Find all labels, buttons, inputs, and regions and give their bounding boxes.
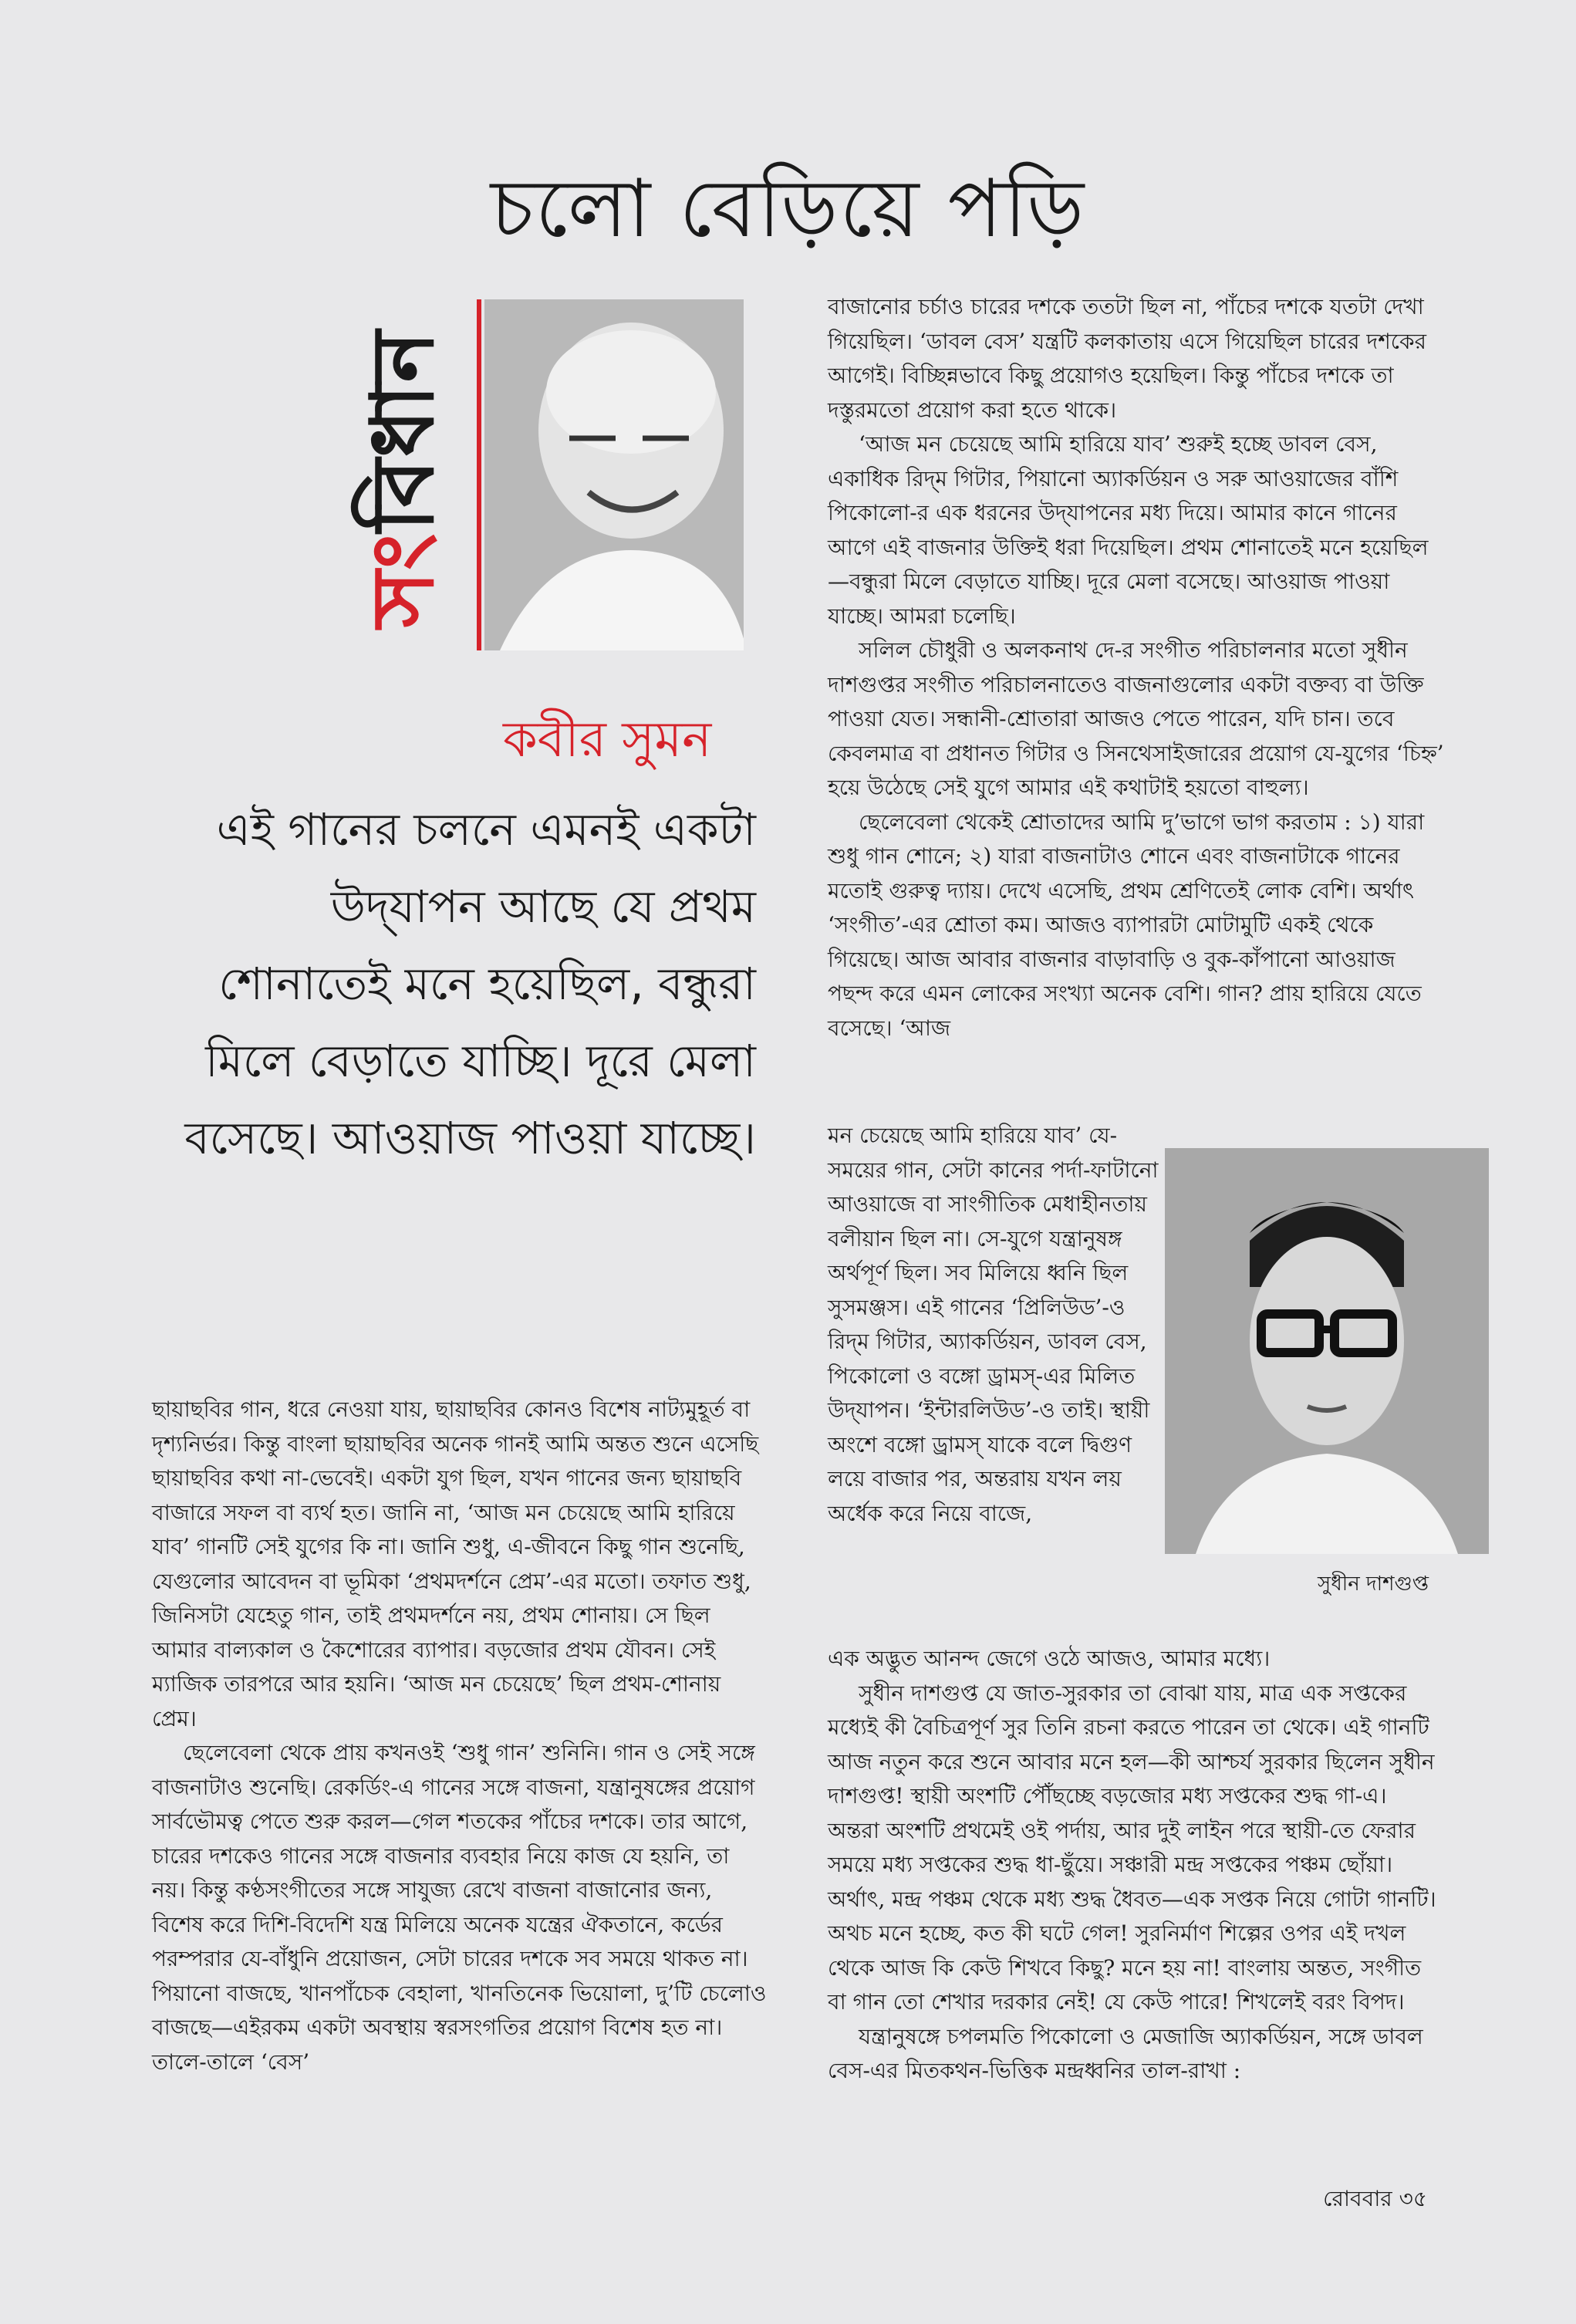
- body-paragraph: এক অদ্ভুত আনন্দ জেগে ওঠে আজও, আমার মধ্যে।: [828, 1646, 1271, 1671]
- body-paragraph: সুধীন দাশগুপ্ত যে জাত-সুরকার তা বোঝা যায়, মাত্র এক সপ্তকের মধ্যেই কী বৈচিত্রপূর্ণ সুর তিনি রচনা করতে পারেন তা থেকে। এই গানটি আজ নতুন করে শুনে আবার মনে হল—কী আশ্চর্য সুরকার ছিলেন সুধীন দাশগুপ্ত! স্থায়ী অংশটি পৌঁছচ্ছে বড়জোর মধ্য সপ্তকের শুদ্ধ গা-এ। অন্তরা অংশটি প্রথমেই ওই পর্দায়, আর দুই লাইন পরে স্থায়ী-তে ফেরার সময়ে মধ্য সপ্তকের শুদ্ধ ধা-ছুঁয়ে। সঞ্চারী মন্দ্র সপ্তকের পঞ্চম ছোঁয়া। অর্থাৎ, মন্দ্র পঞ্চম থেকে মধ্য শুদ্ধ ধৈবত—এক সপ্তক নিয়ে গোটা গানটি। অথচ মনে হচ্ছে, কত কী ঘটে গেল! সুরনির্মাণ শিল্পের ওপর এই দখল থেকে আজ কি কেউ শিখবে কিছু? মনে হয় না! বাংলায় অন্তত, সংগীত বা গান তো শেখার দরকার নেই! যে কেউ পারে! শিখলেই বরং বিপদ।: [828, 1680, 1436, 2015]
- section-label-accent: সং: [353, 532, 454, 628]
- author-photo: [484, 299, 744, 650]
- accent-rule: [477, 299, 481, 650]
- body-paragraph: ছেলেবেলা থেকেই শ্রোতাদের আমি দু’ভাগে ভাগ করতাম : ১) যারা শুধু গান শোনে; ২) যারা বাজনাটাও শোনে এবং বাজনাটাকে গানের মতোই গুরুত্ব দ্যায়। দেখে এসেছি, প্রথম শ্রেণিতেই লোক বেশি। অর্থাৎ ‘সংগীত’-এর শ্রোতা কম। আজও ব্যাপারটা মোটামুটি একই থেকে গিয়েছে। আজ আবার বাজনার বাড়াবাড়ি ও বুক-কাঁপানো আওয়াজ পছন্দ করে এমন লোকের সংখ্যা অনেক বেশি। গান? প্রায় হারিয়ে যেতে বসেছে। ‘আজ: [828, 809, 1425, 1041]
- body-paragraph: সলিল চৌধুরী ও অলকনাথ দে-র সংগীত পরিচালনার মতো সুধীন দাশগুপ্তর সংগীত পরিচালনাতেও বাজনাগুলোর একটা বক্তব্য বা উক্তি পাওয়া যেত। সন্ধানী-শ্রোতারা আজও পেতে পারেন, যদি চান। তবে কেবলমাত্র বা প্রধানত গিটার ও সিনথেসাইজারের প্রয়োগ যে-যুগের ‘চিহ্ন’ হয়ে উঠেছে সেই যুগে আমার এই কথাটাই হয়তো বাহুল্য।: [828, 637, 1444, 800]
- body-column-right-wrap: [828, 1119, 1167, 1531]
- author-portrait-icon: [484, 299, 744, 650]
- body-paragraph: মন চেয়েছে আমি হারিয়ে যাব’ যে-সময়ের গান, সেটা কানের পর্দা-ফাটানো আওয়াজে বা সাংগীতিক মেধাহীনতায় বলীয়ান ছিল না। সে-যুগে যন্ত্রানুষঙ্গ অর্থপূর্ণ ছিল। সব মিলিয়ে ধ্বনি ছিল সুসমঞ্জস। এই গানের ‘প্রিলিউড’-ও রিদ্‌ম গিটার, অ্যাকর্ডিয়ন, ডাবল বেস, পিকোলো ও বঙ্গো ড্রামস্‌-এর মিলিত উদ্‌যাপন। ‘ইন্টারলিউড’-ও তাই। স্থায়ী অংশে বঙ্গো ড্রামস্‌ যাকে বলে দ্বিগুণ লয়ে বাজার পর, অন্তরায় যখন লয় অর্ধেক করে নিয়ে বাজে,: [828, 1123, 1159, 1526]
- body-paragraph: ‘আজ মন চেয়েছে আমি হারিয়ে যাব’ শুরুই হচ্ছে ডাবল বেস, একাধিক রিদ্‌ম গিটার, পিয়ানো অ্যাকর্ডিয়ন ও সরু আওয়াজের বাঁশি পিকোলো-র এক ধরনের উদ্‌যাপনের মধ্য দিয়ে। আমার কানে গানের আগে এই বাজনার উক্তিই ধরা দিয়েছিল। প্রথম শোনাতেই মনে হয়েছিল—বন্ধুরা মিলে বেড়াতে যাচ্ছি। দূরে মেলা বসেছে। আওয়াজ পাওয়া যাচ্ছে। আমরা চলেছি।: [828, 431, 1429, 629]
- body-paragraph: ছায়াছবির গান, ধরে নেওয়া যায়, ছায়াছবির কোনও বিশেষ নাট্যমুহূর্ত বা দৃশ্যনির্ভর। কিন্তু বাংলা ছায়াছবির অনেক গানই আমি অন্তত শুনে এসেছি ছায়াছবির কথা না-ভেবেই। একটা যুগ ছিল, যখন গানের জন্য ছায়াছবি বাজারে সফল বা ব্যর্থ হত। জানি না, ‘আজ মন চেয়েছে আমি হারিয়ে যাব’ গানটি সেই যুগের কি না। জানি শুধু, এ-জীবনে কিছু গান শুনেছি, যেগুলোর আবেদন বা ভূমিকা ‘প্রথমদর্শনে প্রেম’-এর মতো। তফাত শুধু, জিনিসটা যেহেতু গান, তাই প্রথমদর্শনে নয়, প্রথম শোনায়। সে ছিল আমার বাল্যকাল ও কৈশোরের ব্যাপার। বড়জোর প্রথম যৌবন। সেই ম্যাজিক তারপরে আর হয়নি। ‘আজ মন চেয়েছে’ ছিল প্রথম-শোনায় প্রেম।: [152, 1397, 759, 1731]
- body-column-left: [152, 1393, 769, 2079]
- pull-quote: এই গানের চলনে এমনই একটা উদ্‌যাপন আছে যে প্রথম শোনাতেই মনে হয়েছিল, বন্ধুরা মিলে বেড়াতে যাচ্ছি। দূরে মেলা বসেছে। আওয়াজ পাওয়া যাচ্ছে।: [184, 803, 756, 1164]
- subject-portrait-icon: [1165, 1148, 1489, 1554]
- body-paragraph: ছেলেবেলা থেকে প্রায় কখনওই ‘শুধু গান’ শুনিনি। গান ও সেই সঙ্গে বাজনাটাও শুনেছি। রেকর্ডিং-এ গানের সঙ্গে বাজনা, যন্ত্রানুষঙ্গের প্রয়োগ সার্বভৌমত্ব পেতে শুরু করল—গেল শতকের পাঁচের দশকে। তার আগে, চারের দশকেও গানের সঙ্গে বাজনার ব্যবহার নিয়ে কাজ যে হয়নি, তা নয়। কিন্তু কণ্ঠসংগীতের সঙ্গে সাযুজ্য রেখে বাজনা বাজানোর জন্য, বিশেষ করে দিশি-বিদেশি যন্ত্র মিলিয়ে অনেক যন্ত্রের ঐকতানে, কর্ডের পরম্পরার যে-বাঁধুনি প্রয়োজন, সেটা চারের দশকে সব সময়ে থাকত না। পিয়ানো বাজছে, খানপাঁচেক বেহালা, খানতিনেক ভিয়োলা, দু’টি চেলোও বাজছে—এইরকম একটা অবস্থায় স্বরসংগতির প্রয়োগ বিশেষ হত না। তালে-তালে ‘বেস’: [152, 1740, 767, 2075]
- page-title: চলো বেড়িয়ে পড়ি: [490, 161, 1086, 255]
- body-paragraph: বাজানোর চর্চাও চারের দশকে ততটা ছিল না, পাঁচের দশকে যতটা দেখা গিয়েছিল। ‘ডাবল বেস’ যন্ত্রটি কলকাতায় এসে গিয়েছিল চারের দশকের আগেই। বিচ্ছিন্নভাবে কিছু প্রয়োগও হয়েছিল। কিন্তু পাঁচের দশকে তা দস্তুরমতো প্রয়োগ করা হতে থাকে।: [828, 294, 1427, 423]
- author-byline: কবীর সুমন: [503, 711, 712, 768]
- section-label: [351, 309, 467, 648]
- body-column-right-top: [828, 290, 1445, 1045]
- body-column-right-bottom: [828, 1642, 1445, 2089]
- subject-photo: [1165, 1148, 1489, 1554]
- body-paragraph: যন্ত্রানুষঙ্গে চপলমতি পিকোলো ও মেজাজি অ্যাকর্ডিয়ন, সঙ্গে ডাবল বেস-এর মিতকথন-ভিত্তিক মন্দ্রধ্বনির তাল-রাখা :: [828, 2023, 1423, 2083]
- page-folio: রোববার ৩৫: [1323, 2186, 1427, 2211]
- section-label-main: বিধান: [353, 329, 454, 532]
- photo-caption: সুধীন দাশগুপ্ত: [1318, 1572, 1429, 1596]
